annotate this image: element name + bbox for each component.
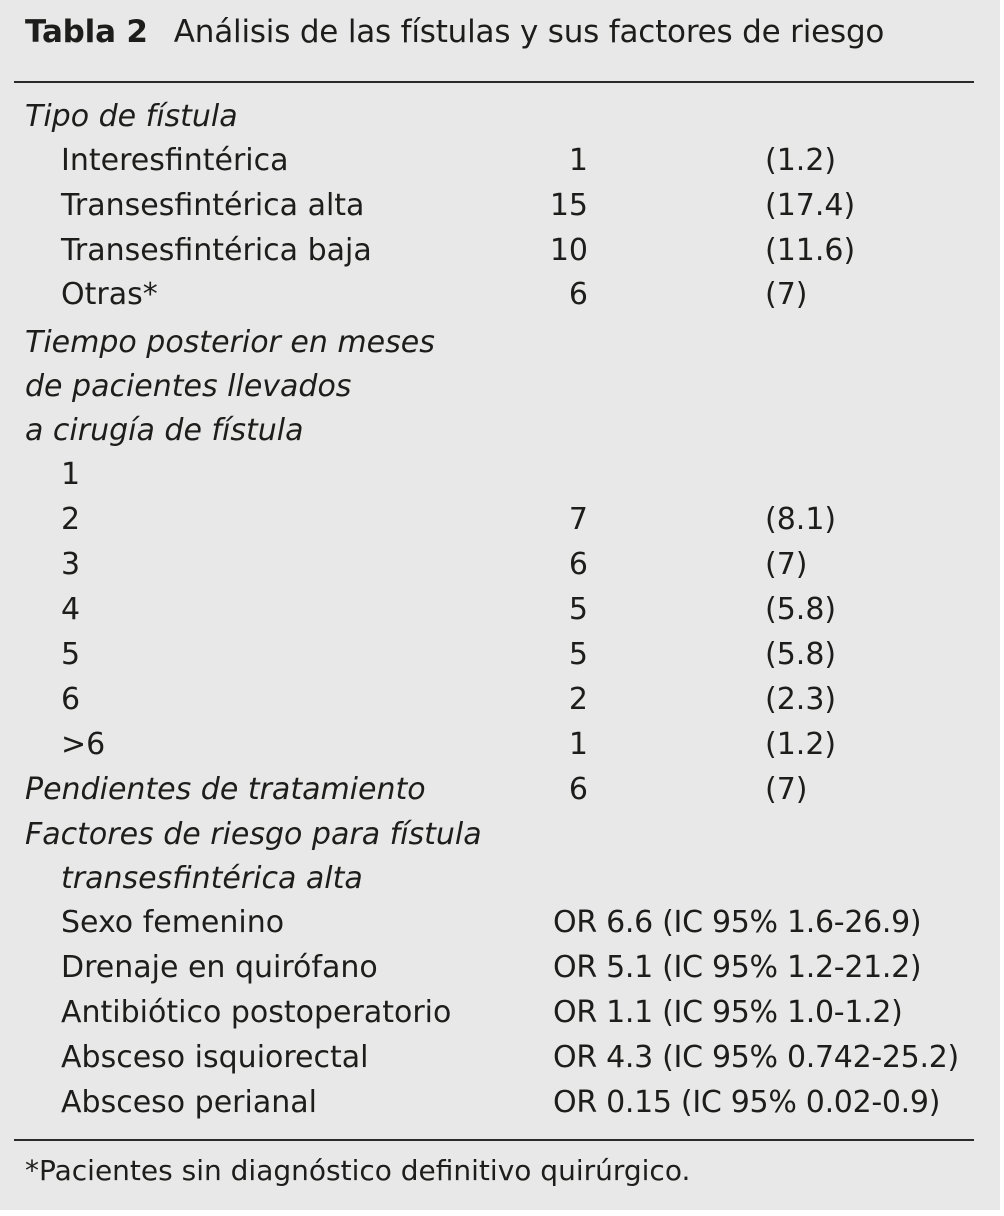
row-count: 1: [568, 727, 588, 762]
row-percent: (8.1): [765, 502, 837, 537]
row-label: 5: [61, 637, 81, 672]
table-row: [0, 995, 1000, 1039]
row-count: 1: [568, 143, 588, 178]
section-heading-fistula-type: Tipo de fístula: [25, 99, 238, 134]
row-label: Sexo femenino: [61, 905, 285, 940]
table-caption: Análisis de las fístulas y sus factores de riesgo: [173, 14, 885, 50]
row-label: Absceso perianal: [61, 1085, 317, 1120]
table-title: [25, 14, 884, 50]
row-label: Transesfintérica baja: [61, 233, 372, 268]
row-odds-ratio: OR 1.1 (IC 95% 1.0-1.2): [553, 995, 903, 1030]
row-percent: (1.2): [765, 143, 837, 178]
row-label: Drenaje en quirófano: [61, 950, 378, 985]
section-heading-time-line3: a cirugía de fístula: [25, 413, 304, 448]
row-odds-ratio: OR 5.1 (IC 95% 1.2-21.2): [553, 950, 922, 985]
section-heading-risk-factors-line2: transesfintérica alta: [61, 861, 363, 896]
row-count: 5: [568, 592, 588, 627]
row-label: >6: [61, 727, 106, 762]
table-row: [0, 592, 1000, 636]
table-footnote: *Pacientes sin diagnóstico definitivo quirúrgico.: [25, 1154, 691, 1187]
row-count: 6: [568, 277, 588, 312]
row-percent: (1.2): [765, 727, 837, 762]
row-odds-ratio: OR 4.3 (IC 95% 0.742-25.2): [553, 1040, 959, 1075]
table-row-pending: [0, 772, 1000, 816]
bottom-rule: [14, 1139, 974, 1141]
row-label: Interesfintérica: [61, 143, 289, 178]
table-row: [0, 502, 1000, 546]
row-percent: (7): [765, 547, 808, 582]
row-count: 10: [549, 233, 588, 268]
section-heading-time-line2: de pacientes llevados: [25, 369, 352, 404]
row-percent: (11.6): [765, 233, 856, 268]
row-label: Absceso isquiorectal: [61, 1040, 369, 1075]
table-row: [0, 1040, 1000, 1084]
top-rule: [14, 81, 974, 83]
table-number: Tabla 2: [25, 14, 148, 50]
table-row: [0, 905, 1000, 949]
row-odds-ratio: OR 0.15 (IC 95% 0.02-0.9): [553, 1085, 941, 1120]
row-count: 5: [568, 637, 588, 672]
row-count: 6: [568, 772, 588, 807]
row-label: Otras*: [61, 277, 158, 312]
section-heading-time: Tiempo posterior en meses: [25, 325, 435, 360]
row-label: 1: [61, 457, 81, 492]
table-row: [0, 277, 1000, 321]
table-row: [0, 950, 1000, 994]
row-count: 15: [549, 188, 588, 223]
table-row: [0, 682, 1000, 726]
row-label: Pendientes de tratamiento: [25, 772, 426, 807]
row-odds-ratio: OR 6.6 (IC 95% 1.6-26.9): [553, 905, 922, 940]
table-row: [0, 637, 1000, 681]
row-label: 3: [61, 547, 81, 582]
row-percent: (7): [765, 277, 808, 312]
row-percent: (2.3): [765, 682, 837, 717]
row-label: Antibiótico postoperatorio: [61, 995, 452, 1030]
row-label: 2: [61, 502, 81, 537]
table-row: [0, 547, 1000, 591]
row-label: 6: [61, 682, 81, 717]
table-row: [0, 233, 1000, 277]
table-row: [0, 1085, 1000, 1129]
table-row: [0, 727, 1000, 771]
row-count: 7: [568, 502, 588, 537]
row-count: 6: [568, 547, 588, 582]
table-row: [0, 457, 1000, 501]
row-percent: (5.8): [765, 637, 837, 672]
section-heading-risk-factors: Factores de riesgo para fístula: [25, 817, 482, 852]
row-percent: (7): [765, 772, 808, 807]
row-count: 2: [568, 682, 588, 717]
table-row: [0, 143, 1000, 187]
row-label: Transesfintérica alta: [61, 188, 365, 223]
row-percent: (17.4): [765, 188, 856, 223]
table-row: [0, 188, 1000, 232]
row-percent: (5.8): [765, 592, 837, 627]
row-label: 4: [61, 592, 81, 627]
